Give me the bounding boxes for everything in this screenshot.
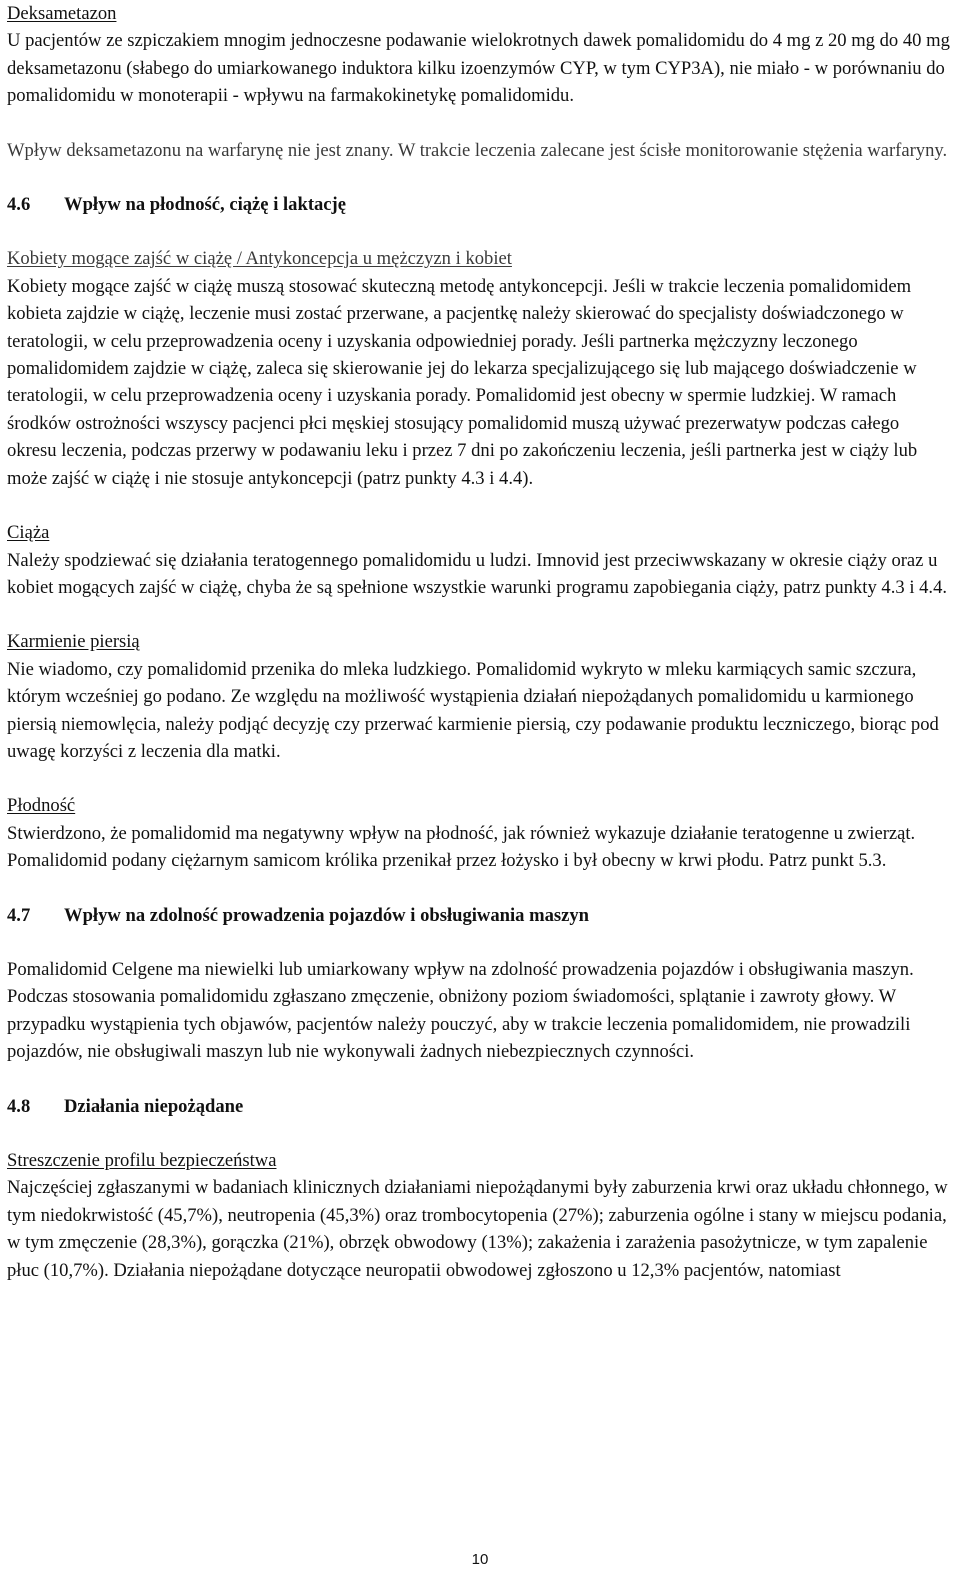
fertility-subheading: Płodność <box>7 795 76 817</box>
safety-profile-paragraph: Najczęściej zgłaszanymi w badaniach klinicznych działaniami niepożądanymi były zaburzenia krwi oraz układu chłonnego, w tym niedokrwistość (45,7%), neutropenia (45,3%) oraz trombocytopenia (27%); zaburzenia ogólne i stany w miejscu podania, w tym zmęczenie (28,3%), gorączka (21%), obrzęk obwodowy (13%); zakażenia i zarażenia pasożytnicze, w tym zapalenie płuc (10,7%). Działania niepożądane dotyczące neuropatii obwodowej zgłoszono u 12,3% pacjentów, natomiast <box>7 1177 948 1281</box>
dexamethasone-heading: Deksametazon <box>7 3 117 24</box>
section-title: Działania niepożądane <box>64 1095 244 1117</box>
fertility-paragraph: Stwierdzono, że pomalidomid ma negatywny wpływ na płodność, jak również wykazuje działanie teratogenne u zwierząt. Pomalidomid podany ciężarnym samicom królika przenikał przez łożysko i był obecny w krwi płodu. Patrz punkt 5.3. <box>7 822 916 872</box>
dexamethasone-paragraph: U pacjentów ze szpiczakiem mnogim jednoczesne podawanie wielokrotnych dawek pomalidomidu do 4 mg z 20 mg do 40 mg deksametazonu (słabego do umiarkowanego induktora kilku izoenzymów CYP, w tym CYP3A), nie miało - w porównaniu do pomalidomidu w monoterapii - wpływu na farmakokinetykę pomalidomidu. <box>7 30 950 107</box>
contraception-subheading: Kobiety mogące zajść w ciążę / Antykoncepcja u mężczyzn i kobiet <box>7 248 512 270</box>
warfarin-paragraph: Wpływ deksametazonu na warfarynę nie jest znany. W trakcie leczenia zalecane jest ścisłe monitorowanie stężenia warfaryny. <box>7 139 948 161</box>
driving-paragraph-2: Podczas stosowania pomalidomidu zgłaszano zmęczenie, obniżony poziom świadomości, splątanie i zawroty głowy. W przypadku wystąpienia tych objawów, pacjentów należy pouczyć, aby w trakcie leczenia pomalidomidem, nie prowadzili pojazdów, nie obsługiwali maszyn lub nie wykonywali żadnych niebezpiecznych czynności. <box>7 986 911 1063</box>
section-number: 4.8 <box>7 1095 31 1117</box>
pregnancy-paragraph: Należy spodziewać się działania teratogennego pomalidomidu u ludzi. Imnovid jest przeciwwskazany w okresie ciąży oraz u kobiet mogących zajść w ciążę, chyba że są spełnione wszystkie warunki programu zapobiegania ciąży, patrz punkty 4.3 i 4.4. <box>7 549 948 598</box>
section-title: Wpływ na płodność, ciążę i laktację <box>64 194 347 216</box>
section-4-8-heading <box>7 1093 953 1120</box>
driving-paragraph-1: Pomalidomid Celgene ma niewielki lub umiarkowany wpływ na zdolność prowadzenia pojazdów i obsługiwania maszyn. <box>7 958 914 980</box>
section-number: 4.6 <box>7 194 31 216</box>
section-number: 4.7 <box>7 904 31 926</box>
breastfeeding-subheading: Karmienie piersią <box>7 631 140 653</box>
section-4-6-heading <box>7 191 953 218</box>
page-number: 10 <box>471 1551 489 1568</box>
breastfeeding-paragraph: Nie wiadomo, czy pomalidomid przenika do mleka ludzkiego. Pomalidomid wykryto w mleku karmiących samic szczura, którym wcześniej go podano. Ze względu na możliwość wystąpienia działań niepożądanych pomalidomidu u karmionego piersią niemowlęcia, należy podjąć decyzję czy przerwać karmienie piersią, czy podawanie produktu leczniczego, biorąc pod uwagę korzyści z leczenia dla matki. <box>7 658 939 762</box>
contraception-paragraph: Kobiety mogące zajść w ciążę muszą stosować skuteczną metodę antykoncepcji. Jeśli w trakcie leczenia pomalidomidem kobieta zajdzie w ciążę, leczenie musi zostać przerwane, a pacjentkę należy skierować do specjalisty doświadczonego w teratologii, w celu przeprowadzenia oceny i uzyskania odpowiedniej porady. Jeśli partnerka mężczyzny leczonego pomalidomidem zajdzie w ciążę, zaleca się skierowanie jej do lekarza specjalizującego się lub mającego doświadczenie w teratologii, w celu przeprowadzenia oceny i uzyskania porady. Pomalidomid jest obecny w spermie ludzkiej. W ramach środków ostrożności wszyscy pacjenci płci męskiej stosujący pomalidomid muszą używać prezerwatyw podczas całego okresu leczenia, podczas przerwy w podawaniu leku i przez 7 dni po zakończeniu leczenia, jeśli partnerka jest w ciąży lub może zajść w ciążę i nie stosuje antykoncepcji (patrz punkty 4.3 i 4.4). <box>7 275 918 489</box>
pregnancy-subheading: Ciąża <box>7 522 50 544</box>
section-title: Wpływ na zdolność prowadzenia pojazdów i obsługiwania maszyn <box>64 904 590 926</box>
safety-profile-subheading: Streszczenie profilu bezpieczeństwa <box>7 1150 277 1171</box>
section-4-7-heading <box>7 902 953 929</box>
document-page <box>7 0 953 1284</box>
